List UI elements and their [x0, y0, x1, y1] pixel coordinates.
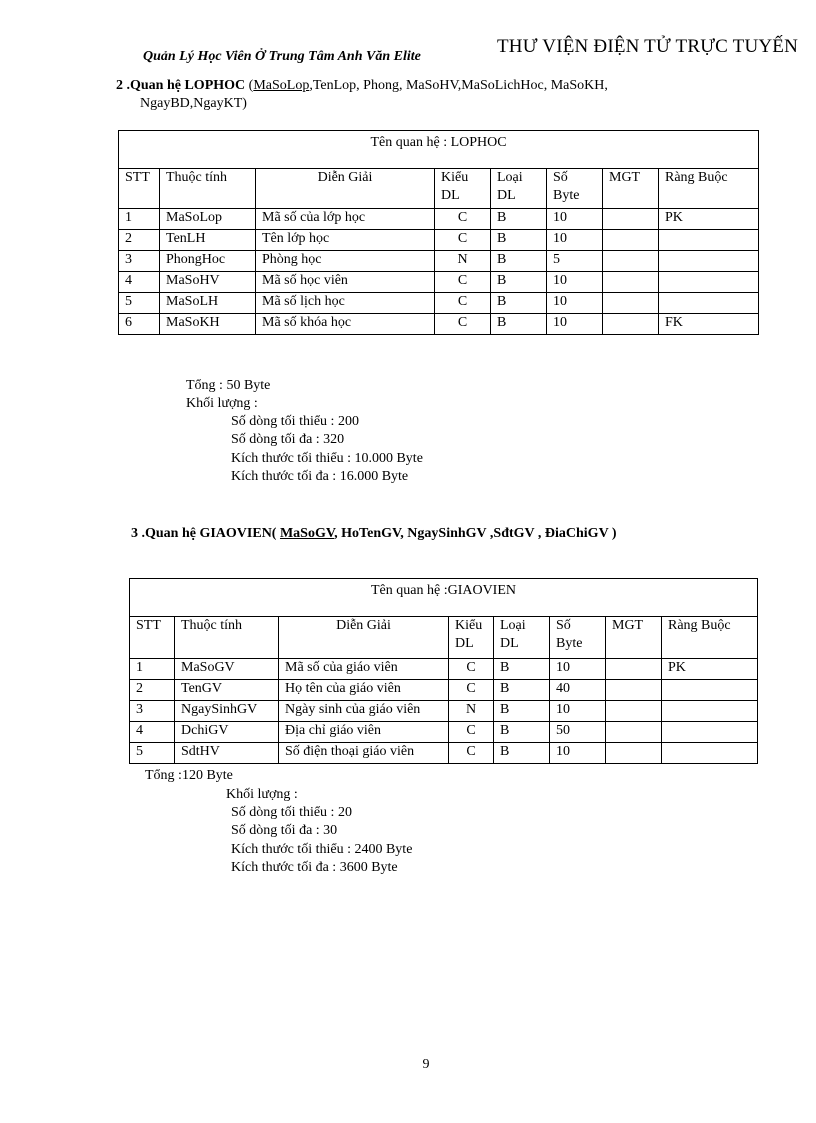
giaovien-min-size: Kích thước tối thiểu : 2400 Byte: [231, 842, 413, 857]
table-cell: Họ tên của giáo viên: [279, 680, 449, 701]
table-cell: B: [494, 701, 550, 722]
table-cell: Tên lớp học: [256, 230, 435, 251]
table-cell: 50: [550, 722, 606, 743]
table-row: [119, 314, 759, 335]
lophoc-min-size: Kích thước tối thiểu : 10.000 Byte: [231, 451, 423, 466]
lophoc-header-row: [119, 169, 759, 209]
header-cell: Loại DL: [494, 617, 550, 659]
section-2-rest: ,TenLop, Phong, MaSoHV,MaSoLichHoc, MaSoKH,: [309, 78, 608, 93]
table-row: [130, 659, 758, 680]
table-row: [119, 293, 759, 314]
table-cell: SdtHV: [175, 743, 279, 764]
table-cell: Ngày sinh của giáo viên: [279, 701, 449, 722]
table-cell: [603, 314, 659, 335]
table-cell: 2: [130, 680, 175, 701]
table-cell: Địa chỉ giáo viên: [279, 722, 449, 743]
table-cell: [606, 680, 662, 701]
table-cell: [606, 701, 662, 722]
table-cell: Mã số của lớp học: [256, 209, 435, 230]
table-cell: B: [491, 314, 547, 335]
table-cell: [662, 680, 758, 701]
table-cell: [662, 701, 758, 722]
lophoc-table: [118, 130, 759, 335]
table-cell: 1: [119, 209, 160, 230]
header-cell: Ràng Buộc: [662, 617, 758, 659]
table-cell: PhongHoc: [160, 251, 256, 272]
table-cell: 10: [550, 659, 606, 680]
table-cell: 3: [119, 251, 160, 272]
giaovien-header-row: [130, 617, 758, 659]
header-cell: MGT: [606, 617, 662, 659]
document-header-title: Quản Lý Học Viên Ở Trung Tâm Anh Văn Elite: [143, 49, 421, 64]
table-cell: TenGV: [175, 680, 279, 701]
table-cell: B: [491, 230, 547, 251]
table-cell: 10: [547, 293, 603, 314]
table-cell: 4: [130, 722, 175, 743]
header-cell: MGT: [603, 169, 659, 209]
header-cell: Kiểu DL: [449, 617, 494, 659]
table-cell: B: [491, 293, 547, 314]
table-cell: [603, 272, 659, 293]
section-3-prefix: 3 .Quan hệ GIAOVIEN(: [131, 526, 280, 541]
table-row: [119, 272, 759, 293]
giaovien-max-rows: Số dòng tối đa : 30: [231, 823, 338, 838]
section-3-key: MaSoGV: [279, 526, 335, 541]
table-cell: C: [435, 209, 491, 230]
table-cell: Mã số học viên: [256, 272, 435, 293]
header-cell: Diễn Giải: [279, 617, 449, 659]
table-cell: B: [494, 743, 550, 764]
table-cell: 10: [547, 230, 603, 251]
section-3-rest: , HoTenGV, NgaySinhGV ,SđtGV , ĐiaChiGV ): [334, 526, 617, 541]
table-cell: Mã số lịch học: [256, 293, 435, 314]
table-cell: [662, 722, 758, 743]
table-cell: [603, 251, 659, 272]
header-cell: Thuộc tính: [175, 617, 279, 659]
table-cell: [659, 230, 759, 251]
table-row: [130, 680, 758, 701]
table-cell: 10: [550, 701, 606, 722]
table-row: [119, 230, 759, 251]
table-cell: C: [449, 722, 494, 743]
table-cell: [662, 743, 758, 764]
table-row: [119, 251, 759, 272]
table-cell: TenLH: [160, 230, 256, 251]
table-cell: PK: [662, 659, 758, 680]
table-cell: 40: [550, 680, 606, 701]
lophoc-max-size: Kích thước tối đa : 16.000 Byte: [231, 469, 409, 484]
table-cell: [606, 722, 662, 743]
section-2-key: MaSoLop: [253, 78, 310, 93]
table-cell: C: [449, 743, 494, 764]
table-row: [130, 701, 758, 722]
table-cell: Số điện thoại giáo viên: [279, 743, 449, 764]
section-3-heading: [131, 525, 617, 543]
table-cell: 10: [547, 314, 603, 335]
table-cell: C: [449, 680, 494, 701]
giaovien-total: Tổng :120 Byte: [145, 768, 233, 783]
section-2-prefix: 2 .Quan hệ LOPHOC: [116, 78, 246, 93]
table-cell: 1: [130, 659, 175, 680]
table-cell: [659, 272, 759, 293]
table-cell: NgaySinhGV: [175, 701, 279, 722]
giaovien-max-size: Kích thước tối đa : 3600 Byte: [231, 860, 398, 875]
table-cell: MaSoLH: [160, 293, 256, 314]
header-cell: Loại DL: [491, 169, 547, 209]
table-cell: N: [435, 251, 491, 272]
table-cell: MaSoLop: [160, 209, 256, 230]
header-cell: Số Byte: [547, 169, 603, 209]
table-cell: [659, 293, 759, 314]
table-cell: B: [494, 680, 550, 701]
table-cell: B: [491, 251, 547, 272]
table-cell: 10: [547, 209, 603, 230]
table-cell: MaSoGV: [175, 659, 279, 680]
table-cell: 3: [130, 701, 175, 722]
table-cell: [603, 293, 659, 314]
table-cell: [603, 230, 659, 251]
table-cell: C: [435, 272, 491, 293]
table-cell: Phòng học: [256, 251, 435, 272]
table-cell: [606, 743, 662, 764]
giaovien-table: [129, 578, 758, 764]
lophoc-volume-label: Khối lượng :: [186, 396, 258, 411]
table-cell: 5: [130, 743, 175, 764]
table-cell: MaSoKH: [160, 314, 256, 335]
lophoc-table-title: Tên quan hệ : LOPHOC: [119, 131, 759, 169]
giaovien-volume-label: Khối lượng :: [226, 787, 298, 802]
header-cell: Diễn Giải: [256, 169, 435, 209]
table-cell: 10: [550, 743, 606, 764]
table-cell: MaSoHV: [160, 272, 256, 293]
table-cell: 6: [119, 314, 160, 335]
table-cell: [606, 659, 662, 680]
lophoc-min-rows: Số dòng tối thiểu : 200: [231, 414, 359, 429]
table-cell: 2: [119, 230, 160, 251]
table-cell: DchiGV: [175, 722, 279, 743]
table-cell: 10: [547, 272, 603, 293]
header-cell: Kiểu DL: [435, 169, 491, 209]
page-number: 9: [422, 1057, 430, 1072]
section-2-open: (: [245, 78, 254, 93]
table-cell: 5: [547, 251, 603, 272]
header-cell: STT: [130, 617, 175, 659]
section-2-heading: [116, 77, 608, 95]
giaovien-min-rows: Số dòng tối thiểu : 20: [231, 805, 352, 820]
lophoc-total: Tổng : 50 Byte: [186, 378, 271, 393]
header-cell: Ràng Buộc: [659, 169, 759, 209]
giaovien-table-title: Tên quan hệ :GIAOVIEN: [130, 579, 758, 617]
table-row: [130, 743, 758, 764]
table-cell: B: [494, 722, 550, 743]
table-cell: B: [491, 272, 547, 293]
table-cell: [659, 251, 759, 272]
table-cell: Mã số của giáo viên: [279, 659, 449, 680]
table-cell: FK: [659, 314, 759, 335]
header-cell: Thuộc tính: [160, 169, 256, 209]
section-2-heading-line2: NgayBD,NgayKT): [140, 96, 247, 111]
table-cell: C: [435, 314, 491, 335]
library-header: THƯ VIỆN ĐIỆN TỬ TRỰC TUYẾN: [497, 36, 799, 57]
table-cell: PK: [659, 209, 759, 230]
table-cell: 4: [119, 272, 160, 293]
table-cell: C: [449, 659, 494, 680]
lophoc-max-rows: Số dòng tối đa : 320: [231, 432, 345, 447]
table-row: [130, 722, 758, 743]
table-row: [119, 209, 759, 230]
table-cell: [603, 209, 659, 230]
table-cell: 5: [119, 293, 160, 314]
table-cell: B: [494, 659, 550, 680]
table-cell: Mã số khóa học: [256, 314, 435, 335]
header-cell: Số Byte: [550, 617, 606, 659]
header-cell: STT: [119, 169, 160, 209]
table-cell: C: [435, 230, 491, 251]
table-cell: N: [449, 701, 494, 722]
table-cell: B: [491, 209, 547, 230]
table-cell: C: [435, 293, 491, 314]
